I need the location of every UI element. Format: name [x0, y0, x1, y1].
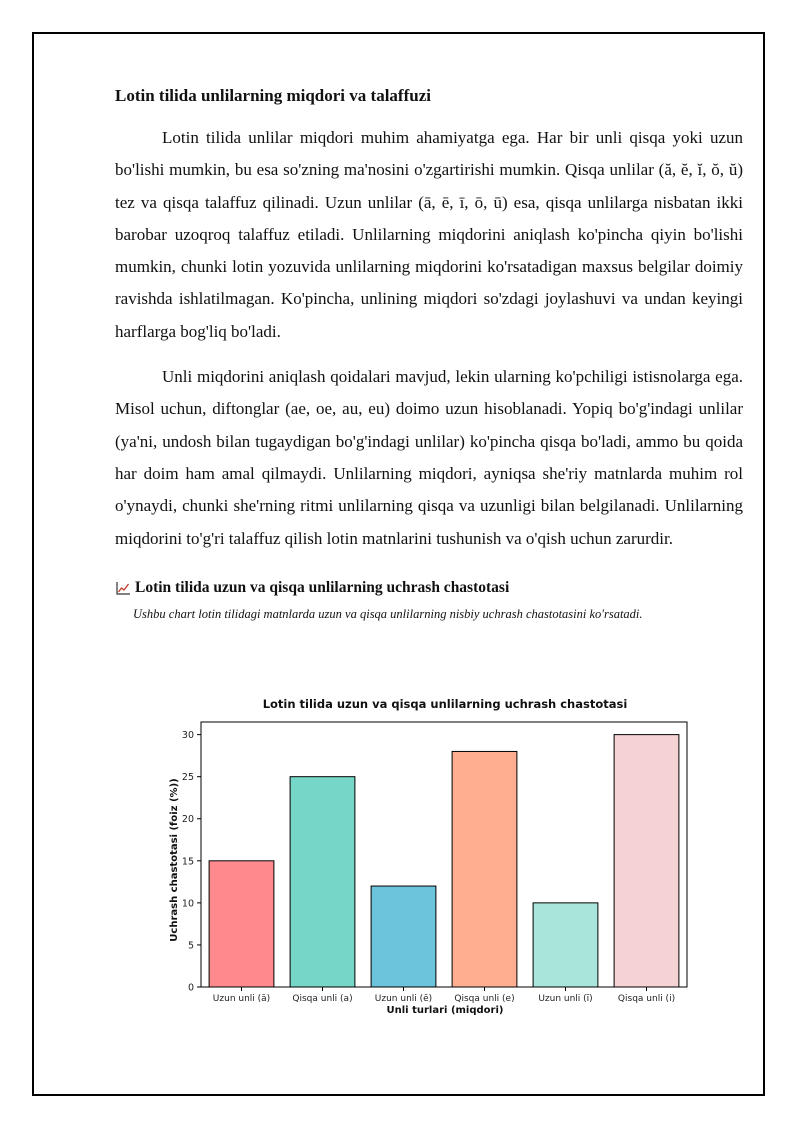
bar: [533, 903, 598, 987]
bar: [452, 751, 517, 987]
figure-caption: Ushbu chart lotin tilidagi matnlarda uzun va qisqa unlilarning nisbiy uchrash chastotasini ko'rsatadi.: [133, 606, 643, 621]
y-tick-label: 20: [181, 814, 194, 826]
y-axis-label: Uchrash chastotasi (foiz (%)): [169, 778, 180, 942]
x-tick-label: Uzun unli (ī): [538, 994, 593, 1004]
x-tick-label: Qisqa unli (e): [454, 994, 515, 1004]
bar: [290, 777, 355, 987]
x-tick-label: Uzun unli (ē): [374, 994, 433, 1004]
bar-chart: [160, 690, 700, 1030]
bar: [209, 861, 274, 987]
y-tick-label: 30: [181, 730, 194, 742]
paragraph-2: Unli miqdorini aniqlash qoidalari mavjud, lekin ularning ko'pchiligi istisnolarga ega. Misol uchun, diftonglar (ae, oe, au, eu) doimo uzun hisoblanadi. Yopiq bo'g'indagi unlilar (ya'ni, undosh bilan tugaydigan bo'g'indagi unlilar) ko'pincha qisqa bo'ladi, ammo bu qoida har doim ham amal qilmaydi. Unlilarning miqdori, ayniqsa she'riy matnlarda muhim rol o'ynaydi, chunki she'rning ritmi unlilarning qisqa va uzunligi bilan belgilanadi. Unlilarning miqdorini to'g'ri talaffuz qilish lotin matnlarini tushunish va o'qish uchun zarurdir.: [115, 367, 743, 548]
chart-line-icon: [115, 580, 131, 596]
paragraph-1: Lotin tilida unlilar miqdori muhim ahamiyatga ega. Har bir unli qisqa yoki uzun bo'lishi mumkin, bu esa so'zning ma'nosini o'zgartirishi mumkin. Qisqa unlilar (ă, ĕ, ĭ, ŏ, ŭ) tez va qisqa talaffuz qilinadi. Uzun unlilar (ā, ē, ī, ō, ū) esa, qisqa unlilarga nisbatan ikki barobar uzoqroq talaffuz etiladi. Unlilarning miqdorini aniqlash ko'pincha qiyin bo'lishi mumkin, chunki lotin yozuvida unlilarning miqdorini ko'rsatadigan maxsus belgilar doimiy ravishda ishlatilmagan. Ko'pincha, unlining miqdori so'zdagi joylashuvi va undan keyingi harflarga bog'liq bo'ladi.: [115, 128, 743, 341]
x-axis-label: Unli turlari (miqdori): [386, 1005, 504, 1016]
bar: [614, 735, 679, 987]
x-tick-label: Uzun unli (ā): [212, 994, 271, 1004]
bar-chart-svg: [160, 690, 700, 1030]
figure-heading-text: Lotin tilida uzun va qisqa unlilarning uchrash chastotasi: [135, 578, 510, 596]
x-tick-label: Qisqa unli (a): [292, 994, 353, 1004]
y-tick-label: 15: [181, 856, 194, 868]
x-tick-label: Qisqa unli (i): [617, 994, 676, 1004]
figure-heading: [115, 577, 743, 599]
bar: [371, 886, 436, 987]
plot-area: [182, 722, 687, 1004]
y-tick-label: 0: [187, 982, 194, 994]
y-tick-label: 10: [181, 898, 194, 910]
chart-title: Lotin tilida uzun va qisqa unlilarning uchrash chastotasi: [262, 697, 628, 711]
document-title: Lotin tilida unlilarning miqdori va talaffuzi: [115, 86, 431, 105]
y-tick-label: 5: [187, 940, 194, 952]
y-tick-label: 25: [181, 772, 194, 784]
document-body: [115, 84, 743, 629]
